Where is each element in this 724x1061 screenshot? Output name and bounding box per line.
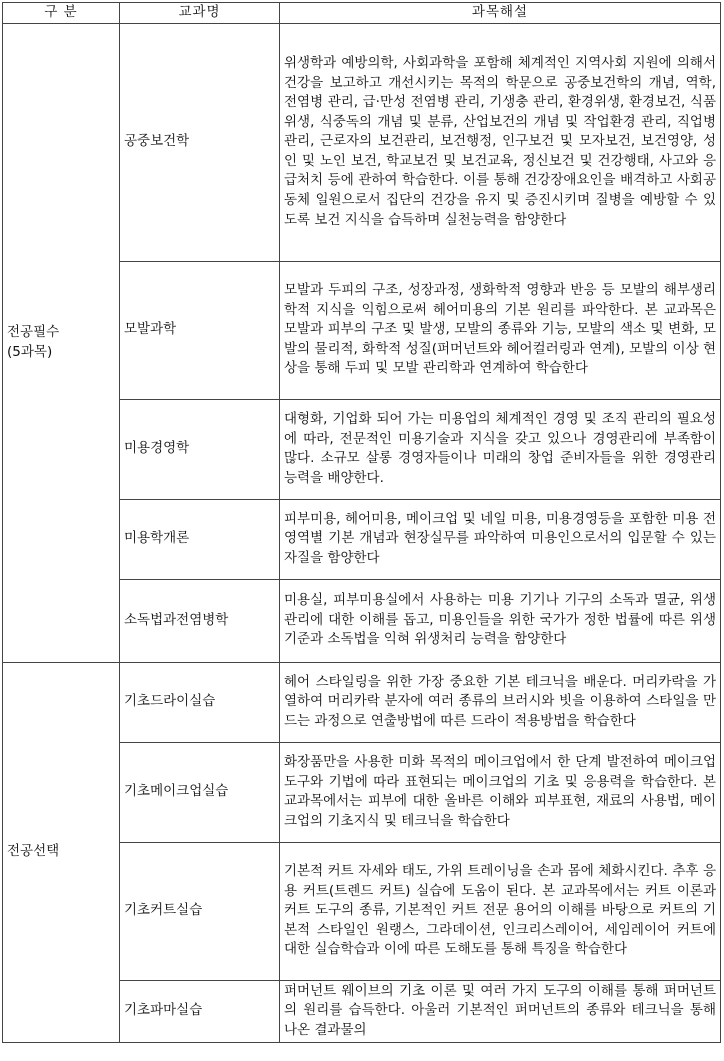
- group-label: 전공선택: [7, 843, 60, 860]
- header-course-name: 교과명: [120, 3, 280, 24]
- course-name: 모발과학: [120, 261, 280, 399]
- course-name: 공중보건학: [120, 23, 280, 261]
- header-description: 과목해설: [280, 3, 721, 24]
- course-description: 모발과 두피의 구조, 성장과정, 생화학적 영향과 반응 등 모발의 해부생리학적 지식을 익힘으로써 헤어미용의 기본 원리를 파악한다. 본 교과목은 모발과 피부의 구조 및 발생, 모발의 종류와 기능, 모발의 색소 및 변화, 모발의 물리적, 화학적 성질(퍼머넌트와 헤어컬러링과 연계), 모발의 이상 현상을 통해 두피 및 모발 관리학과 연계하여 학습한다: [280, 261, 721, 399]
- course-description: 위생학과 예방의학, 사회과학을 포함해 체계적인 지역사회 지원에 의해서 건강을 보고하고 개선시키는 목적의 학문으로 공중보건학의 개념, 역학, 전염병 관리, 급·만성 전염병 관리, 기생충 관리, 환경위생, 환경보건, 식품위생, 식중독의 개념 및 분류, 산업보건의 개념 및 작업환경 관리, 직업병 관리, 근로자의 보건관리, 보건행정, 인구보건 및 모자보건, 보건영양, 성인 및 노인 보건, 학교보건 및 보건교육, 정신보건 및 건강행태, 사고와 응급처치 등에 관하여 학습한다. 이를 통해 건강장애요인을 배격하고 사회공동체 일원으로서 집단의 건강을 유지 및 증진시키며 질병을 예방할 수 있도록 보건 지식을 습득하며 실천능력을 함양한다: [280, 23, 721, 261]
- table-row: [3, 662, 721, 742]
- course-name: 미용학개론: [120, 499, 280, 579]
- course-name: 기초메이크업실습: [120, 742, 280, 842]
- course-description: 화장품만을 사용한 미화 목적의 메이크업에서 한 단계 발전하여 메이크업 도구와 기법에 따라 표현되는 메이크업의 기초 및 응용력을 학습한다. 본 교과목에서는 피부에 대한 올바른 이해와 피부표현, 재료의 사용법, 메이크업의 기초지식 및 테크닉을 학습한다: [280, 742, 721, 842]
- course-name: 미용경영학: [120, 399, 280, 499]
- course-name: 기초드라이실습: [120, 662, 280, 742]
- group-cell-elective: [3, 662, 120, 1042]
- group-cell-required: [3, 23, 120, 662]
- header-category: 구 분: [3, 3, 120, 24]
- course-description: 퍼머넌트 웨이브의 기초 이론 및 여러 가지 도구의 이해를 통해 퍼머넌트의 원리를 습득한다. 아울러 기본적인 퍼머넌트의 종류와 테크닉을 통해 나온 결과물의: [280, 980, 721, 1042]
- course-description: 피부미용, 헤어미용, 메이크업 및 네일 미용, 미용경영등을 포함한 미용 전 영역별 기본 개념과 현장실무를 파악하여 미용인으로서의 입문할 수 있는 자질을 함양한다: [280, 499, 721, 579]
- course-description: 헤어 스타일링을 위한 가장 중요한 기본 테크닉을 배운다. 머리카락을 가열하여 머리카락 분자에 여러 종류의 브러시와 빗을 이용하여 스타일을 만드는 과정으로 연출방법에 따른 드라이 적용방법을 학습한다: [280, 662, 721, 742]
- course-description: 미용실, 피부미용실에서 사용하는 미용 기기나 기구의 소독과 멸균, 위생관리에 대한 이해를 돕고, 미용인들을 위한 국가가 정한 법률에 따른 위생기준과 소독법을 익혀 위생처리 능력을 함양한다: [280, 579, 721, 662]
- course-name: 소독법과전염병학: [120, 579, 280, 662]
- course-description: 대형화, 기업화 되어 가는 미용업의 체계적인 경영 및 조직 관리의 필요성에 따라, 전문적인 미용기술과 지식을 갖고 있으나 경영관리에 부족함이 많다. 소규모 살롱 경영자들이나 미래의 창업 준비자들을 위한 경영관리 능력을 배양한다.: [280, 399, 721, 499]
- header-row: [3, 3, 721, 24]
- course-description: 기본적 커트 자세와 태도, 가위 트레이닝을 손과 몸에 체화시킨다. 추후 응용 커트(트렌드 커트) 실습에 도움이 된다. 본 교과목에서는 커트 이론과 커트 도구의 종류, 기본적인 커트 전문 용어의 이해를 바탕으로 커트의 기본적 스타일인 원랭스, 그라데이션, 인크리스레이어, 세임레이어 커트에 대한 실습학습과 이에 따른 도해도를 통해 특징을 학습한다: [280, 842, 721, 980]
- course-name: 기초커트실습: [120, 842, 280, 980]
- table-row: [3, 23, 721, 261]
- course-name: 기초파마실습: [120, 980, 280, 1042]
- course-table: [2, 2, 721, 1043]
- group-count: (5과목): [7, 343, 53, 360]
- group-label: 전공필수: [7, 324, 60, 340]
